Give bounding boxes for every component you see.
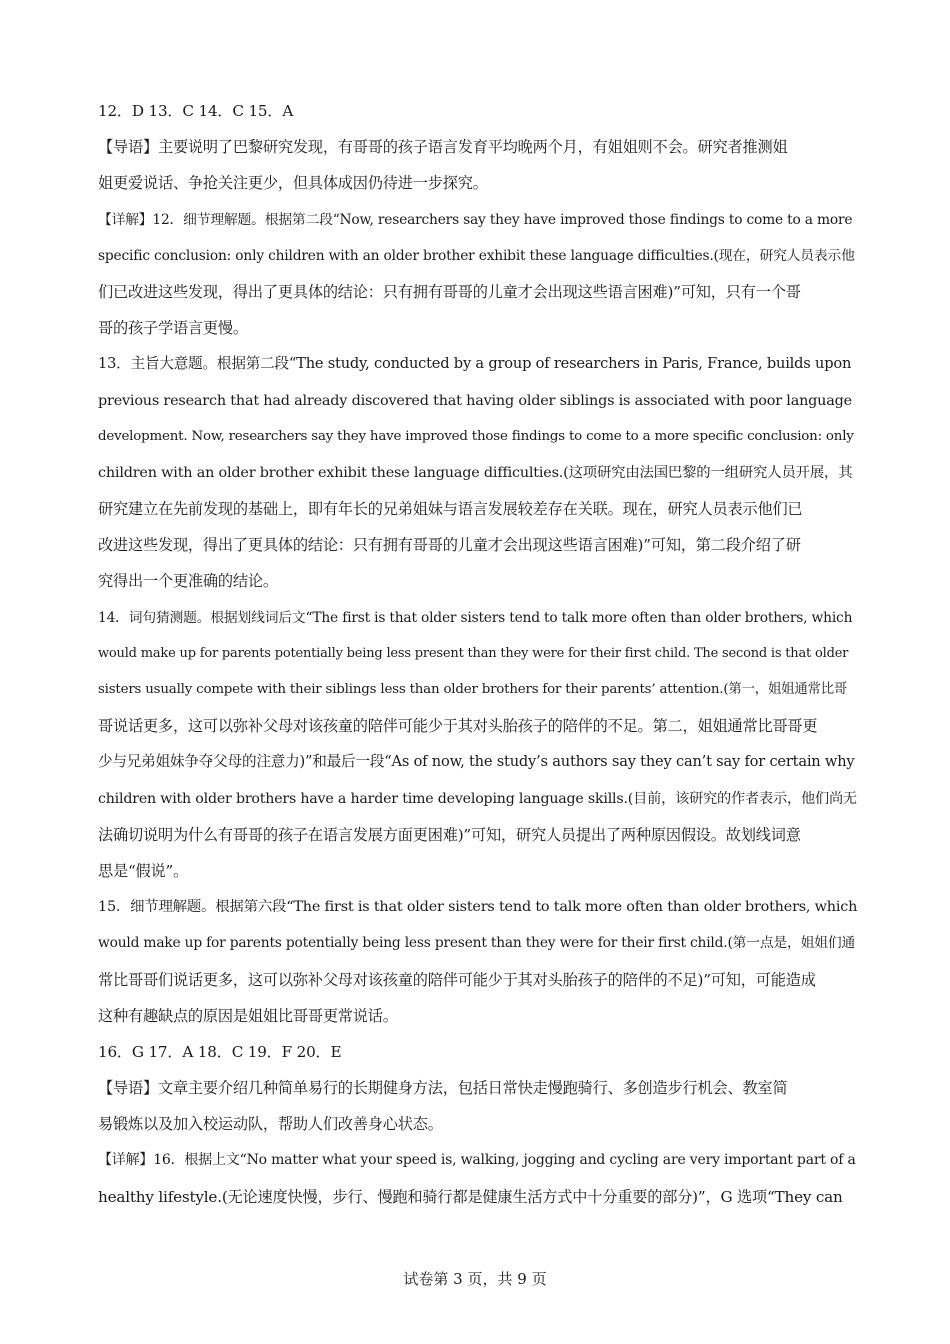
answer-key-16-20: 16．G 17．A 18．C 19．F 20．E (98, 1042, 342, 1061)
text-line: sisters usually compete with their siblings less than older brothers for their parents’ attention.(第一，姐姐通常比哥 (98, 682, 848, 697)
text-line: previous research that had already discovered that having older siblings is associated with poor language (98, 392, 852, 409)
text-line: 哥说话更多，这可以弥补父母对该孩童的陪伴可能少于其对头胎孩子的陪伴的不足。第二，姐姐通常比哥哥更 (98, 717, 818, 736)
text-line: 【导语】主要说明了巴黎研究发现，有哥哥的孩子语言发育平均晚两个月，有姐姐则不会。研究者推测姐 (98, 138, 788, 157)
text-line: specific conclusion: only children with an older brother exhibit these language difficulties.(现在，研究人员表示他 (98, 247, 855, 264)
text-line: 这种有趣缺点的原因是姐姐比哥哥更常说话。 (98, 1006, 398, 1025)
text-line: 【详解】12．细节理解题。根据第二段“Now, researchers say they have improved those findings to come to a more (98, 211, 853, 228)
text-line: 14．词句猜测题。根据划线词后文“The first is that older sisters tend to talk more often than older brothers, which (98, 609, 853, 626)
text-line: 【详解】16．根据上文“No matter what your speed is, walking, jogging and cycling are very important part of a (98, 1152, 856, 1169)
text-line: 改进这些发现，得出了更具体的结论：只有拥有哥哥的儿童才会出现这些语言困难)”可知，第二段介绍了研 (98, 536, 801, 555)
text-line: 究得出一个更准确的结论。 (98, 572, 278, 591)
text-line: 15．细节理解题。根据第六段“The first is that older sisters tend to talk more often than older brothers, which (98, 899, 858, 916)
text-line: development. Now, researchers say they have improved those findings to come to a more specific conclusion: only (98, 428, 854, 444)
text-line: 法确切说明为什么有哥哥的孩子在语言发展方面更困难)”可知，研究人员提出了两种原因假设。故划线词意 (98, 825, 801, 844)
document-body (98, 93, 858, 1215)
text-line: would make up for parents potentially being less present than they were for their first child.(第一点是，姐姐们通 (98, 935, 856, 952)
text-line: 姐更爱说话、争抢关注更少，但具体成因仍待进一步探究。 (98, 174, 488, 193)
text-line: 少与兄弟姐妹争夺父母的注意力)”和最后一段“As of now, the study’s authors say they can’t say for certain why (98, 753, 855, 771)
text-line: 常比哥哥们说话更多，这可以弥补父母对该孩童的陪伴可能少于其对头胎孩子的陪伴的不足)”可知，可能造成 (98, 970, 816, 989)
text-line: healthy lifestyle.(无论速度快慢，步行、慢跑和骑行都是健康生活方式中十分重要的部分)”，G 选项“They can (98, 1187, 843, 1206)
text-line: 易锻炼以及加入校运动队，帮助人们改善身心状态。 (98, 1115, 443, 1134)
page-footer: 试卷第 3 页，共 9 页 (403, 1270, 547, 1288)
text-line: would make up for parents potentially being less present than they were for their first child. The second is that older (98, 645, 849, 661)
text-line: 们已改进这些发现，得出了更具体的结论：只有拥有哥哥的儿童才会出现这些语言困难)”可知，只有一个哥 (98, 282, 801, 301)
text-line: 思是“假说”。 (98, 861, 189, 880)
text-line: 【导语】文章主要介绍几种简单易行的长期健身方法，包括日常快走慢跑骑行、多创造步行机会、教室简 (98, 1079, 788, 1098)
text-line: children with an older brother exhibit these language difficulties.(这项研究由法国巴黎的一组研究人员开展，其 (98, 464, 853, 481)
text-line: 研究建立在先前发现的基础上，即有年长的兄弟姐妹与语言发展较差存在关联。现在，研究人员表示他们已 (98, 500, 803, 519)
text-line: children with older brothers have a harder time developing language skills.(目前，该研究的作者表示，他们尚无 (98, 790, 857, 807)
text-line: 13．主旨大意题。根据第二段“The study, conducted by a group of researchers in Paris, France, builds upon (98, 355, 852, 373)
answer-key-12-15: 12．D 13．C 14．C 15．A (98, 102, 294, 120)
text-line: 哥的孩子学语言更慢。 (98, 319, 248, 338)
